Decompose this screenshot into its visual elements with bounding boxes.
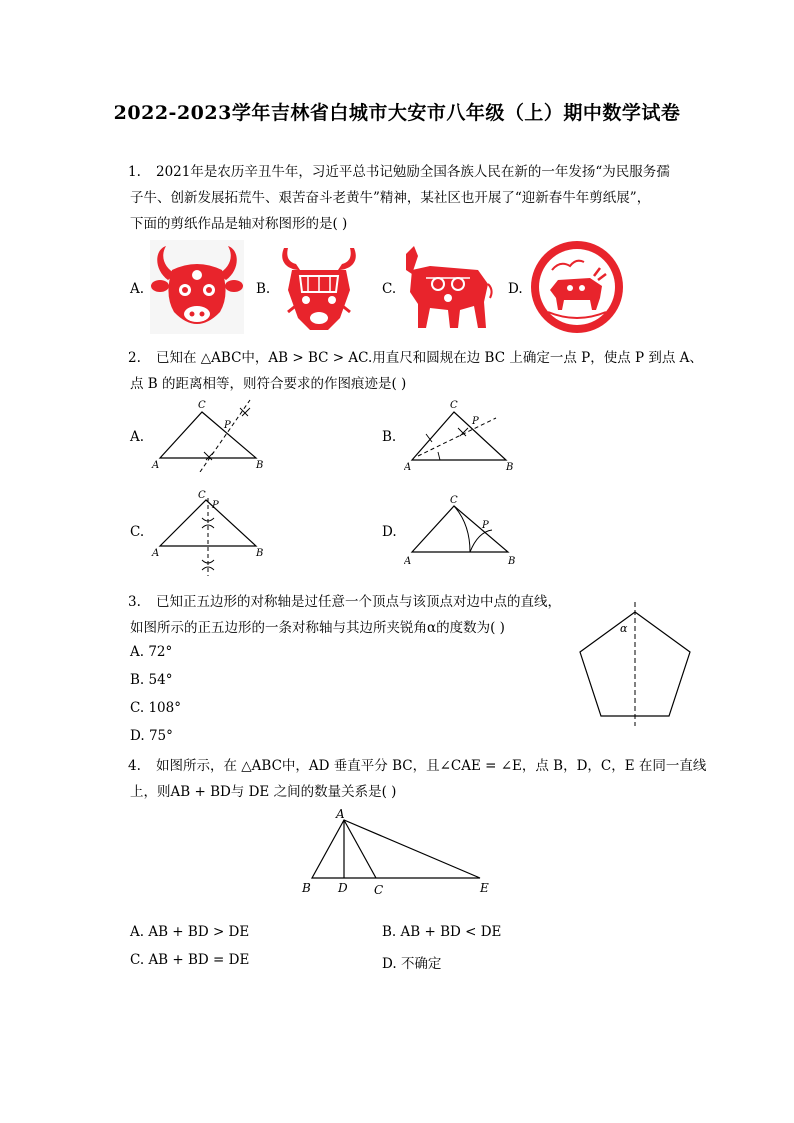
q1-line-1: 1. 2021年是农历辛丑牛年，习近平总书记勉励全国各族人民在新的一年发扬“为民服务孺 xyxy=(128,164,670,180)
q4-option-c: C. AB + BD = DE xyxy=(130,952,250,968)
q3-option-d: D. 75° xyxy=(130,728,173,744)
page-title: 2022-2023学年吉林省白城市大安市八年级（上）期中数学试卷 xyxy=(113,102,681,124)
papercut-ox-side-image xyxy=(400,244,494,330)
q1-line-2: 子牛、创新发展拓荒牛、艰苦奋斗老黄牛”精神，某社区也开展了“迎新春牛年剪纸展”， xyxy=(130,190,651,206)
q2-line-1: 2. 已知在 △ABC中，AB > BC > AC.用直尺和圆规在边 BC 上确定一点 P，使点 P 到点 A、 xyxy=(128,350,703,366)
q2-number: 2. xyxy=(128,350,141,366)
q1-option-c-label: C. xyxy=(382,281,397,297)
q4-option-a: A. AB + BD > DE xyxy=(130,924,250,940)
q4-line-1: 4. 如图所示，在 △ABC中，AD 垂直平分 BC，且∠CAE = ∠E，点 B，D，C，E 在同一直线 xyxy=(128,758,707,774)
q3-option-a: A. 72° xyxy=(130,644,173,660)
q2-figure-d xyxy=(404,494,520,574)
q1-line-3: 下面的剪纸作品是轴对称图形的是( ) xyxy=(130,216,348,232)
q2d-label-p: P xyxy=(482,520,489,531)
q2-figure-b xyxy=(404,398,520,474)
q2-figure-a xyxy=(150,396,270,472)
q3-line-2: 如图所示的正五边形的一条对称轴与其边所夹锐角α的度数为( ) xyxy=(130,620,505,636)
q4-label-b: B xyxy=(302,881,311,895)
q3-option-b: B. 54° xyxy=(130,672,173,688)
q4-option-b: B. AB + BD < DE xyxy=(382,924,502,940)
q3-pentagon-figure xyxy=(574,600,696,728)
q2c-label-p: P xyxy=(212,500,219,511)
q1-option-a-label: A. xyxy=(130,281,145,297)
papercut-ox-face-image xyxy=(150,240,244,334)
q2-option-b-label: B. xyxy=(382,429,397,445)
q3-option-c: C. 108° xyxy=(130,700,181,716)
q2d-label-a: A xyxy=(404,556,412,567)
q2a-label-p: P xyxy=(224,420,231,431)
q2d-label-c: C xyxy=(450,495,458,506)
q2-option-a-label: A. xyxy=(130,429,145,445)
q1-option-b-label: B. xyxy=(256,281,271,297)
q2-option-c-label: C. xyxy=(130,524,145,540)
q2c-label-c: C xyxy=(198,490,206,501)
q4-label-c: C xyxy=(374,883,384,897)
q2b-label-p: P xyxy=(472,416,479,427)
q3-number: 3. xyxy=(128,594,141,610)
q4-triangle-figure xyxy=(294,806,504,898)
q2a-label-b: B xyxy=(256,460,264,471)
q2a-label-c: C xyxy=(198,400,206,411)
q2-option-d-label: D. xyxy=(382,524,397,540)
q2-line-2: 点 B 的距离相等，则符合要求的作图痕迹是( ) xyxy=(130,376,407,392)
q4-label-a: A xyxy=(336,807,345,821)
q2c-label-a: A xyxy=(152,548,160,559)
q4-number: 4. xyxy=(128,758,141,774)
q4-label-d: D xyxy=(338,881,348,895)
papercut-ox-medallion-image xyxy=(530,240,624,334)
q3-angle-alpha-label: α xyxy=(620,622,628,635)
q2-figure-c xyxy=(150,488,270,578)
q3-line-1: 3. 已知正五边形的对称轴是过任意一个顶点与该顶点对边中点的直线， xyxy=(128,594,561,610)
q4-label-e: E xyxy=(480,881,489,895)
q2a-label-a: A xyxy=(152,460,160,471)
q2b-label-c: C xyxy=(450,400,458,411)
q2c-label-b: B xyxy=(256,548,264,559)
q4-line-2: 上，则AB + BD与 DE 之间的数量关系是( ) xyxy=(130,784,397,800)
papercut-ox-head-image xyxy=(278,240,360,332)
q2d-label-b: B xyxy=(508,556,516,567)
q1-number: 1. xyxy=(128,164,141,180)
q2b-label-a: A xyxy=(404,462,412,473)
q1-option-d-label: D. xyxy=(508,281,523,297)
q4-option-d: D. 不确定 xyxy=(382,956,442,972)
q2b-label-b: B xyxy=(506,462,514,473)
